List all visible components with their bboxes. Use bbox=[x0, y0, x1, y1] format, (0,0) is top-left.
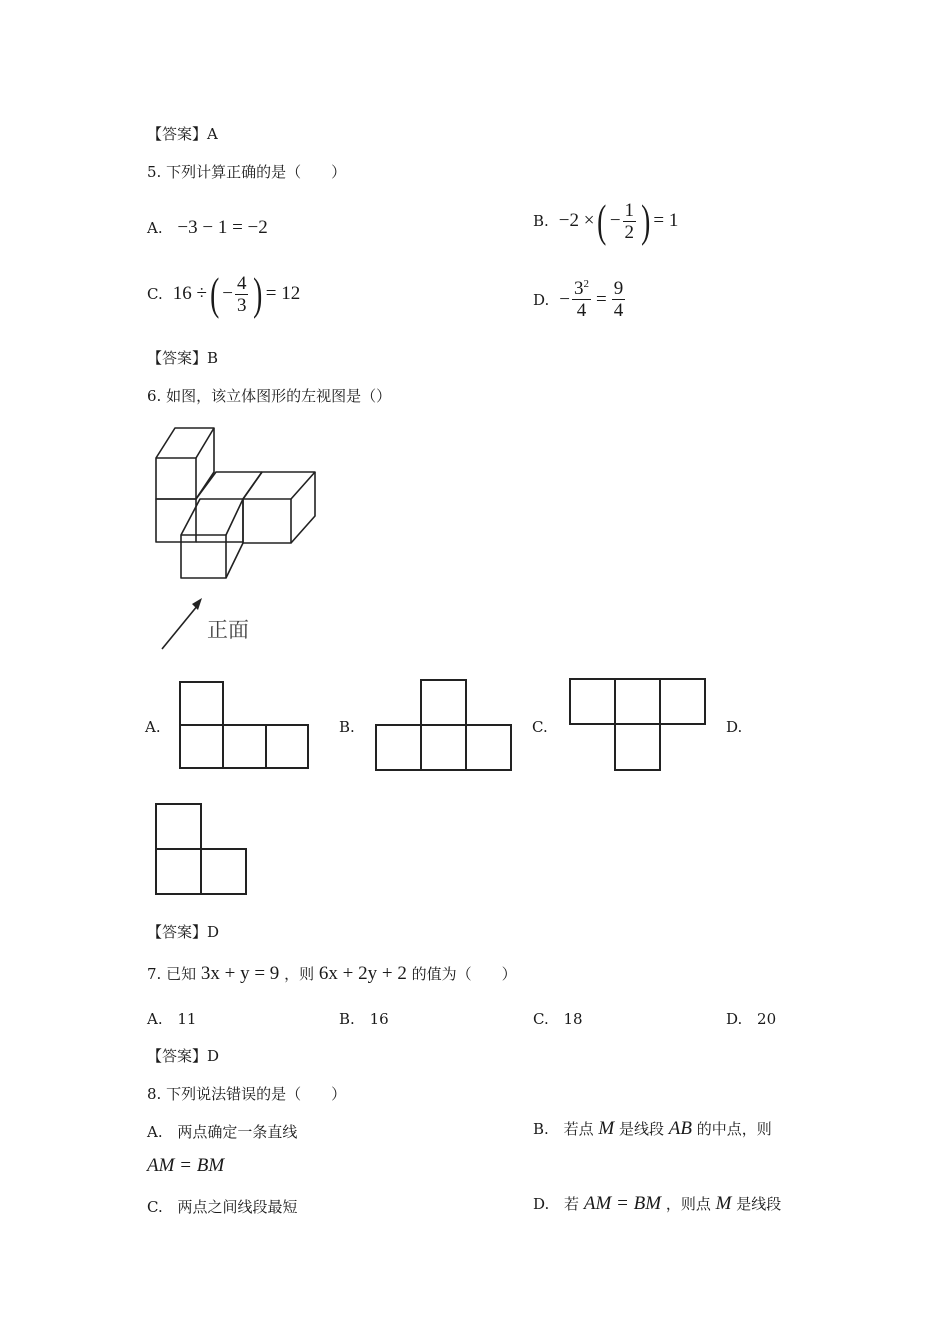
q7-option-d[interactable] bbox=[726, 1010, 776, 1028]
answer-q6: 【答案】D bbox=[147, 923, 220, 941]
stem-mid: ，则 bbox=[284, 965, 315, 983]
option-text-1: 若点 bbox=[563, 1120, 594, 1138]
denominator: 4 bbox=[576, 300, 587, 321]
option-label: D. bbox=[533, 290, 550, 309]
option-value: 11 bbox=[177, 1010, 197, 1028]
q8-option-a[interactable] bbox=[147, 1121, 297, 1142]
numerator-base: 3 bbox=[573, 278, 584, 299]
option-label: C. bbox=[147, 1198, 163, 1216]
option-text: 两点之间线段最短 bbox=[177, 1198, 298, 1216]
condition-expression: 3x + y = 9 bbox=[200, 963, 280, 984]
option-text-1: 若 bbox=[564, 1195, 580, 1213]
question-6-stem: 6. 如图，该立体图形的左视图是（） bbox=[147, 387, 392, 405]
segment-ab: AB bbox=[668, 1118, 692, 1139]
option-text-2: ，则点 bbox=[665, 1195, 711, 1213]
neg-sign: − bbox=[559, 288, 570, 310]
front-label: 正面 bbox=[207, 618, 249, 642]
numerator: 4 bbox=[236, 272, 247, 294]
target-expression: 6x + 2y + 2 bbox=[318, 963, 407, 984]
q6-option-c-figure[interactable] bbox=[569, 678, 709, 773]
neg-sign: − bbox=[222, 283, 233, 304]
option-label: D. bbox=[726, 1010, 743, 1028]
equals-sign: = bbox=[595, 288, 607, 310]
left-paren: ( bbox=[209, 268, 220, 319]
denominator: 2 bbox=[624, 221, 635, 243]
option-label: B. bbox=[533, 212, 549, 230]
option-expression: −3 − 1 = −2 bbox=[177, 217, 268, 238]
question-7-stem bbox=[147, 963, 517, 985]
numerator-exponent: 2 bbox=[583, 278, 589, 290]
question-5-stem: 5. 下列计算正确的是（ ） bbox=[147, 163, 347, 181]
q6-option-d-label[interactable]: D. bbox=[726, 718, 743, 736]
option-text-2: 是线段 bbox=[618, 1120, 664, 1138]
stem-suffix: 的值为（ ） bbox=[411, 965, 517, 983]
result-numerator: 9 bbox=[613, 278, 624, 299]
option-label: C. bbox=[147, 285, 163, 303]
neg-sign: − bbox=[609, 210, 621, 231]
option-label: A. bbox=[147, 219, 163, 237]
option-label: C. bbox=[533, 1010, 549, 1028]
point-m: M bbox=[598, 1118, 615, 1139]
q6-option-c-label[interactable]: C. bbox=[532, 718, 548, 736]
answer-q4: 【答案】A bbox=[147, 125, 218, 143]
answer-q5: 【答案】B bbox=[147, 349, 219, 367]
option-label: A. bbox=[147, 1010, 163, 1028]
option-label: D. bbox=[533, 1195, 550, 1213]
point-m: M bbox=[715, 1193, 732, 1214]
q7-option-c[interactable] bbox=[533, 1010, 583, 1028]
right-paren: ) bbox=[641, 195, 651, 246]
q7-option-a[interactable] bbox=[147, 1010, 196, 1028]
q8-option-b-continuation: AM = BM bbox=[147, 1155, 225, 1176]
q6-option-b-label[interactable]: B. bbox=[339, 718, 355, 736]
q6-option-a-label[interactable]: A. bbox=[145, 718, 161, 736]
option-value: 16 bbox=[369, 1010, 389, 1028]
option-label: B. bbox=[533, 1120, 549, 1138]
expr-lead: 16 ÷ bbox=[172, 283, 207, 304]
q7-option-b[interactable] bbox=[339, 1010, 389, 1028]
arrow-line bbox=[162, 605, 198, 649]
right-paren: ) bbox=[253, 268, 263, 319]
left-paren: ( bbox=[597, 195, 607, 246]
option-text-3: 是线段 bbox=[736, 1195, 782, 1213]
expr-result: = 12 bbox=[265, 283, 301, 304]
option-value: 20 bbox=[757, 1010, 777, 1028]
expr-lead: −2 × bbox=[558, 210, 595, 231]
q6-option-a-figure[interactable] bbox=[179, 681, 311, 771]
question-8-stem: 8. 下列说法错误的是（ ） bbox=[147, 1085, 347, 1103]
numerator: 1 bbox=[624, 199, 635, 221]
option-label: B. bbox=[339, 1010, 355, 1028]
arrow-head-icon bbox=[192, 598, 202, 610]
option-value: 18 bbox=[563, 1010, 583, 1028]
q8-option-d[interactable] bbox=[533, 1193, 781, 1215]
answer-q7: 【答案】D bbox=[147, 1047, 220, 1065]
equation: AM = BM bbox=[583, 1193, 662, 1214]
q6-option-b-figure[interactable] bbox=[375, 679, 515, 773]
option-text-3: 的中点，则 bbox=[696, 1120, 772, 1138]
result-denominator: 4 bbox=[613, 300, 624, 321]
option-label: A. bbox=[147, 1123, 163, 1141]
q8-option-b[interactable] bbox=[533, 1118, 772, 1140]
stem-prefix: 7. 已知 bbox=[147, 965, 197, 983]
expr-result: = 1 bbox=[653, 210, 679, 231]
option-text: 两点确定一条直线 bbox=[177, 1123, 298, 1141]
denominator: 3 bbox=[236, 294, 247, 316]
q6-option-d-figure[interactable] bbox=[155, 803, 250, 898]
q8-option-c[interactable] bbox=[147, 1196, 298, 1217]
